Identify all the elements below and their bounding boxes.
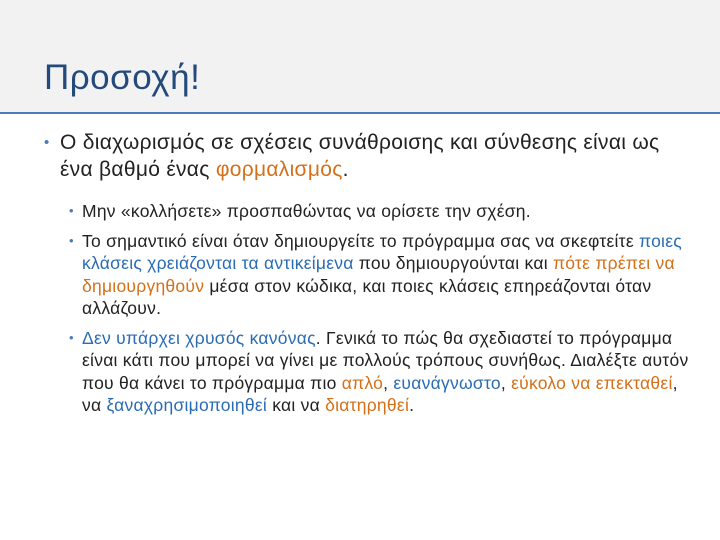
bullet-dot-icon: • xyxy=(69,232,74,248)
bullet-text-highlight: εύκολο να επεκταθεί xyxy=(511,372,673,393)
bullet-text-part: και να xyxy=(267,395,326,415)
bullet-text-highlight: Δεν υπάρχει χρυσός κανόνας xyxy=(82,327,316,348)
sub-bullet-item xyxy=(44,200,694,223)
bullet-text-part: Ο διαχωρισμός σε σχέσεις συνάθροισης και σύνθεσης είναι ως ένα βαθμό ένας xyxy=(60,131,660,181)
bullet-text-part: που δημιουργούνται και xyxy=(353,253,553,273)
bullet-text-part: . xyxy=(409,395,415,415)
bullet-dot-icon: • xyxy=(69,203,74,218)
bullet-text-highlight: ξαναχρησιμοποιηθεί xyxy=(106,395,268,415)
bullet-text-part: . Γενικά το πώς θα σχεδιαστεί το πρόγραμμα είναι κάτι που μπορεί να γίνει με πολλούς τρόπους συνήθως. Διαλέξτε αυτόν που θα κάνει το πρόγραμμα πιο xyxy=(82,327,689,393)
bullet-text-highlight: διατηρηθεί xyxy=(325,395,410,415)
bullet-text-part: , να xyxy=(82,372,678,415)
bullet-text-part: . xyxy=(342,158,349,181)
bullet-text-part: μέσα στον κώδικα, και ποιες κλάσεις επηρεάζονται όταν αλλάζουν. xyxy=(82,275,652,318)
bullet-text-highlight: ευανάγνωστο xyxy=(393,372,501,393)
title-divider xyxy=(0,112,720,114)
bullet-dot-icon: • xyxy=(69,329,74,345)
bullet-dot-icon: • xyxy=(44,134,50,151)
sub-bullet-item xyxy=(44,230,694,320)
bullet-text-highlight: πότε πρέπει να δημιουργηθούν xyxy=(82,253,675,296)
bullet-text-part: Μην «κολλήσετε» προσπαθώντας να ορίσετε την σχέση. xyxy=(82,201,531,221)
slide-title: Προσοχή! xyxy=(44,58,201,97)
sub-bullet-item xyxy=(44,327,694,417)
bullet-text-part: , xyxy=(500,372,512,393)
bullet-item xyxy=(44,129,694,183)
bullet-text-part: Το σημαντικό είναι όταν δημιουργείτε το πρόγραμμα σας να σκεφτείτε xyxy=(82,230,639,251)
bullet-text-highlight: φορμαλισμός xyxy=(215,158,343,181)
bullet-text-highlight: απλό xyxy=(341,372,384,393)
bullet-text-part: , xyxy=(383,372,394,393)
bullet-text-highlight: ποιες κλάσεις χρειάζονται τα αντικείμενα xyxy=(82,230,682,273)
slide-body xyxy=(44,129,694,417)
